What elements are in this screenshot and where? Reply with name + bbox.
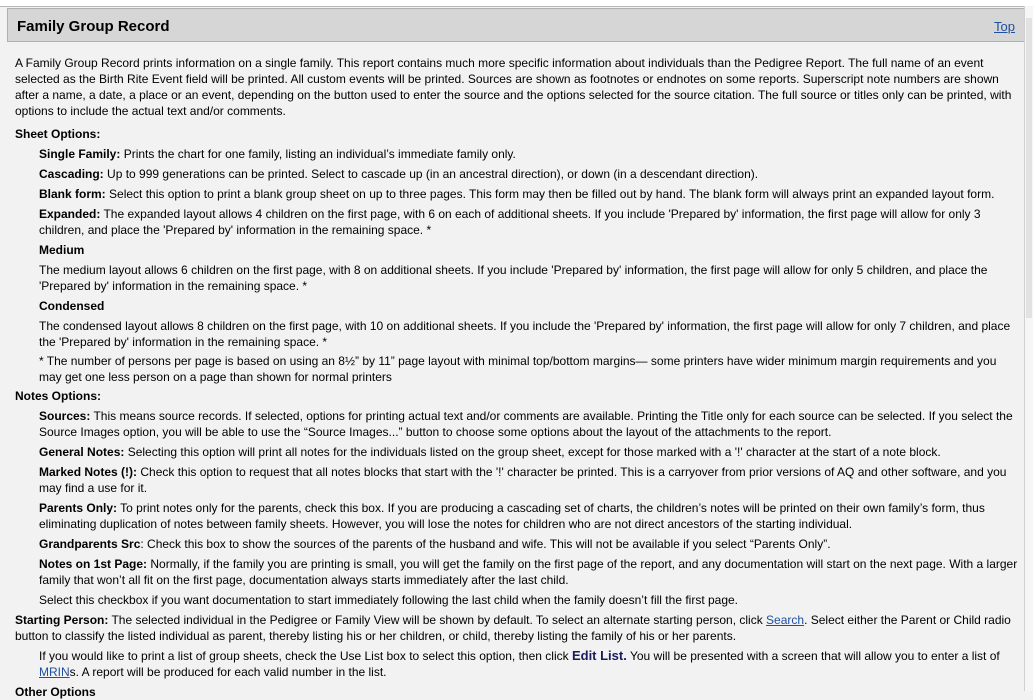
starting-person-text: The selected individual in the Pedigree or Family View will be shown by default. To select an alternate starting person, click xyxy=(108,613,767,627)
option-term: Single Family: xyxy=(39,147,121,161)
use-list-text-end: s. A report will be produced for each valid number in the list. xyxy=(69,665,387,679)
mrin-link[interactable]: MRIN xyxy=(39,665,70,679)
window-top-edge xyxy=(0,0,1033,7)
medium-heading: Medium xyxy=(39,243,85,257)
option-general-notes xyxy=(39,444,1019,460)
other-options-heading: Other Options xyxy=(15,685,96,699)
vertical-scrollbar[interactable] xyxy=(1024,6,1033,691)
option-term: Marked Notes (!): xyxy=(39,465,138,479)
option-blank-form xyxy=(39,186,1019,202)
option-term: General Notes: xyxy=(39,445,125,459)
starting-person-term: Starting Person: xyxy=(15,613,109,627)
edit-list-label: Edit List. xyxy=(571,648,627,663)
top-link[interactable]: Top xyxy=(994,19,1015,34)
layout-footnote: * The number of persons per page is based on using an 8½” by 11” page layout with minimal top/bottom margins— some printers have wider minimum margin requirements and you may get one less person on a page than shown for normal printers xyxy=(39,354,997,384)
page-title: Family Group Record xyxy=(17,18,170,35)
use-list-text-cont: You will be presented with a screen that will allow you to enter a list of xyxy=(626,649,1000,663)
option-text: To print notes only for the parents, check this box. If you are producing a cascading set of charts, the children’s notes will be printed on their own family’s form, thus eliminating duplication of notes between family sheets. However, you will lose the notes for children who are not direct ancestors of the starting individual. xyxy=(39,501,985,531)
checkbox-note: Select this checkbox if you want documentation to start immediately following the last child when the family doesn’t fill the first page. xyxy=(39,593,739,607)
condensed-text: The condensed layout allows 8 children on the first page, with 10 on additional sheets. If you include the 'Prepared by' information, the first page will allow for only 7 children, and place the 'Prepared by' information in the remaining space. * xyxy=(39,319,1011,349)
option-term: Blank form: xyxy=(39,187,106,201)
option-sources xyxy=(39,408,1019,440)
search-link[interactable]: Search xyxy=(766,613,805,627)
option-text: Selecting this option will print all notes for the individuals listed on the group sheet, except for those marked with a '!' character at the start of a note block. xyxy=(124,445,941,459)
option-text: Check this option to request that all notes blocks that start with the '!' character be printed. This is a carryover from prior versions of AQ and other software, and you may find a use for it. xyxy=(39,465,1007,495)
starting-person-paragraph xyxy=(15,612,1018,644)
option-term: Parents Only: xyxy=(39,501,118,515)
report-description xyxy=(15,55,1018,119)
option-text: The expanded layout allows 4 children on the first page, with 6 on each of additional sheets. If you include 'Prepared by' information, the first page will allow for only 3 children, and place the 'Prepared by' information in the remaining space. * xyxy=(39,207,981,237)
option-text: : Check this box to show the sources of the parents of the husband and wife. This will not be available if you select “Parents Only”. xyxy=(140,537,831,551)
option-expanded xyxy=(39,206,1019,238)
scrollbar-thumb[interactable] xyxy=(1026,18,1032,318)
notes-options-heading: Notes Options: xyxy=(15,389,101,403)
option-text: Select this option to print a blank group sheet on up to three pages. This form may then be filled out by hand. The blank form will always print an expanded layout form. xyxy=(105,187,995,201)
sheet-options-heading: Sheet Options: xyxy=(15,127,101,141)
use-list-paragraph xyxy=(39,648,1019,680)
option-text: Up to 999 generations can be printed. Select to cascade up (in an ancestral direction), or down (in a descendant direction). xyxy=(103,167,759,181)
option-term: Expanded: xyxy=(39,207,101,221)
option-notes-on-first-page xyxy=(39,556,1019,588)
option-cascading xyxy=(39,166,1019,182)
option-text: This means source records. If selected, options for printing actual text and/or comments are available. Printing the Title only for each source can be selected. If you select the Source Images option, you will be able to use the “Source Images...” button to choose some options about the layout of the attachments to the report. xyxy=(39,409,1013,439)
option-term: Cascading: xyxy=(39,167,104,181)
option-marked-notes xyxy=(39,464,1019,496)
option-single-family xyxy=(39,146,1019,162)
medium-text: The medium layout allows 6 children on the first page, with 8 on additional sheets. If you include 'Prepared by' information, the first page will allow for only 5 children, and place the 'Prepared by' information in the remaining space. * xyxy=(39,263,988,293)
option-parents-only xyxy=(39,500,1019,532)
option-text: Prints the chart for one family, listing an individual’s immediate family only. xyxy=(120,147,516,161)
use-list-text: If you would like to print a list of group sheets, check the Use List box to select this option, then click xyxy=(39,649,572,663)
starting-person-text-cont: . Select either the Parent or Child radio button to classify the listed individual as parent, thereby listing his or her children, or child, thereby listing the family of his or her parents. xyxy=(15,613,1011,643)
intro-paragraph: A Family Group Record prints information on a single family. This report contains much more specific information about individuals than the Pedigree Report. The full name of an event selected as the Birth Rite Event field will be printed. All custom events will be printed. Sources are shown as footnotes or endnotes on some reports. Superscript note numbers are shown after a name, a date, a place or an event, depending on the button used to enter the source and the options selected for the source citation. The full source or titles only can be printed, with options to include the actual text and/or comments. xyxy=(15,56,1012,118)
option-grandparents-src xyxy=(39,536,1019,552)
option-term: Grandparents Src xyxy=(39,537,141,551)
condensed-heading: Condensed xyxy=(39,299,105,313)
option-text: Normally, if the family you are printing is small, you will get the family on the first page of the report, and any documentation will start on the next page. With a larger family that won’t all fit on the first page, documentation always starts immediately after the last child. xyxy=(39,557,1018,587)
option-term: Notes on 1st Page: xyxy=(39,557,148,571)
section-header xyxy=(7,8,1025,42)
option-term: Sources: xyxy=(39,409,91,423)
